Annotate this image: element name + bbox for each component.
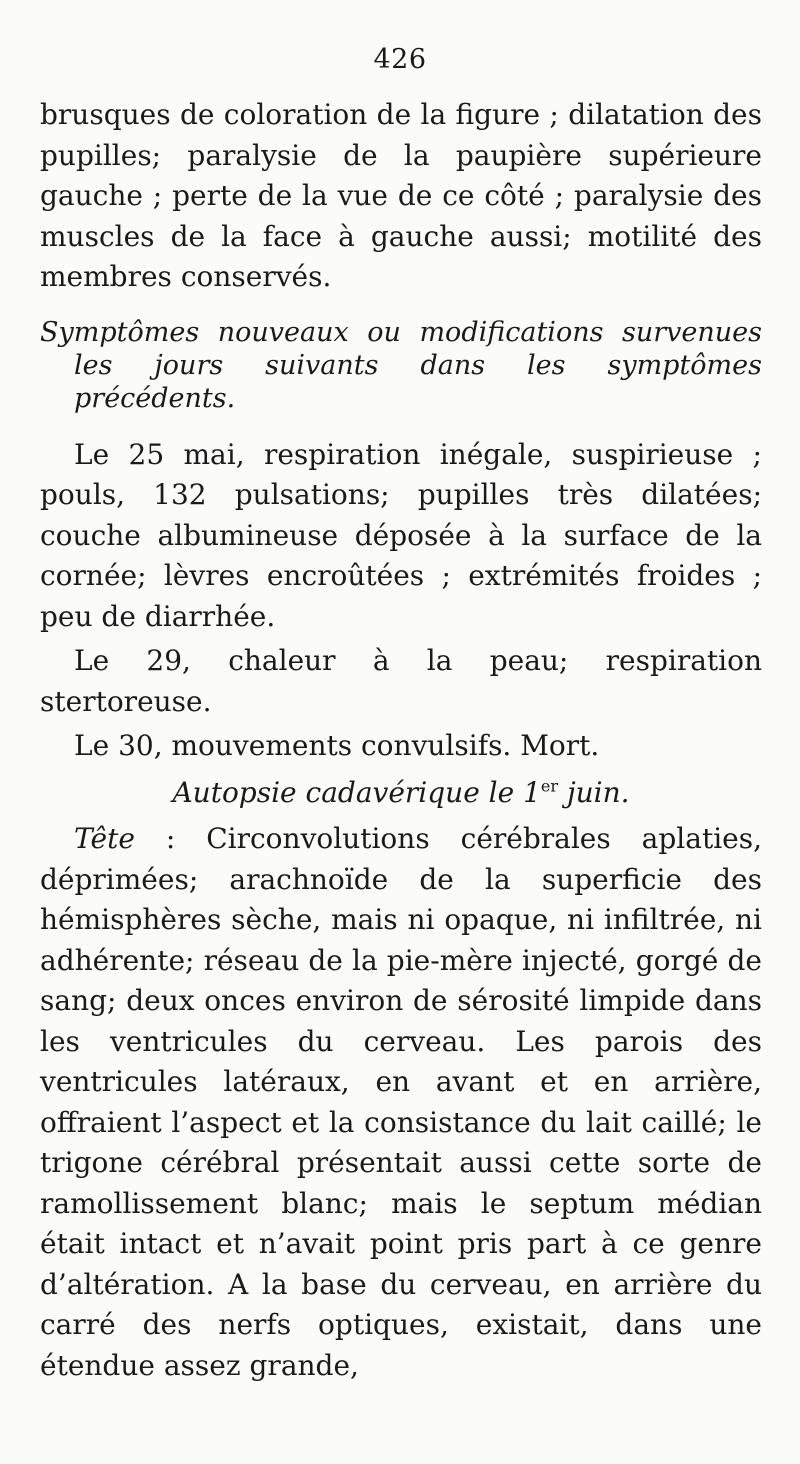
paragraph-continued: brusques de coloration de la figure ; dilatation des pupilles; paralysie de la paupière supérieure gauche ; perte de la vue de ce côté ; paralysie des muscles de la face à gauche aussi; motilité des membres conservés. xyxy=(40,98,762,293)
section-heading xyxy=(40,316,762,415)
autopsy-heading-tail: juin. xyxy=(558,775,630,809)
spacer xyxy=(40,298,762,308)
entry-may-30: Le 30, mouvements convulsifs. Mort. xyxy=(74,729,600,762)
autopsy-heading xyxy=(40,773,762,814)
entry-may-29: Le 29, chaleur à la peau; respiration stertoreuse. xyxy=(40,644,762,718)
section-heading-text: Symptômes nouveaux ou modifications survenues les jours suivants dans les symptômes précédents. xyxy=(40,316,762,414)
page-number: 426 xyxy=(373,44,427,75)
autopsy-lead-word: Tête xyxy=(74,822,135,855)
spacer xyxy=(40,767,762,771)
autopsy-heading-superscript: er xyxy=(540,776,559,796)
autopsy-heading-text: Autopsie cadavérique le 1 xyxy=(172,775,541,809)
entry-may-25: Le 25 mai, respiration inégale, suspirieuse ; pouls, 132 pulsations; pupilles très dilatées; couche albumineuse déposée à la surface de la cornée; lèvres encroûtées ; extrémités froides ; peu de diarrhée. xyxy=(40,437,762,633)
autopsy-text: : Circonvolutions cérébrales aplaties, déprimées; arachnoïde de la superficie des hémisphères sèche, mais ni opaque, ni infiltrée, ni adhérente; réseau de la pie-mère injecté, gorgé de sang; deux onces environ de sérosité limpide dans les ventricules du cerveau. Les parois des ventricules latéraux, en avant et en arrière, offraient l’aspect et la consistance du lait caillé; le trigone cérébral présentait aussi cette sorte de ramollissement blanc; mais le septum médian était intact et n’avait point pris part à ce genre d’altération. A la base du cerveau, en arrière du carré des nerfs optiques, existait, dans une étendue assez grande, xyxy=(40,822,762,1382)
autopsy-paragraph xyxy=(40,819,762,1386)
page-body xyxy=(40,95,762,1386)
